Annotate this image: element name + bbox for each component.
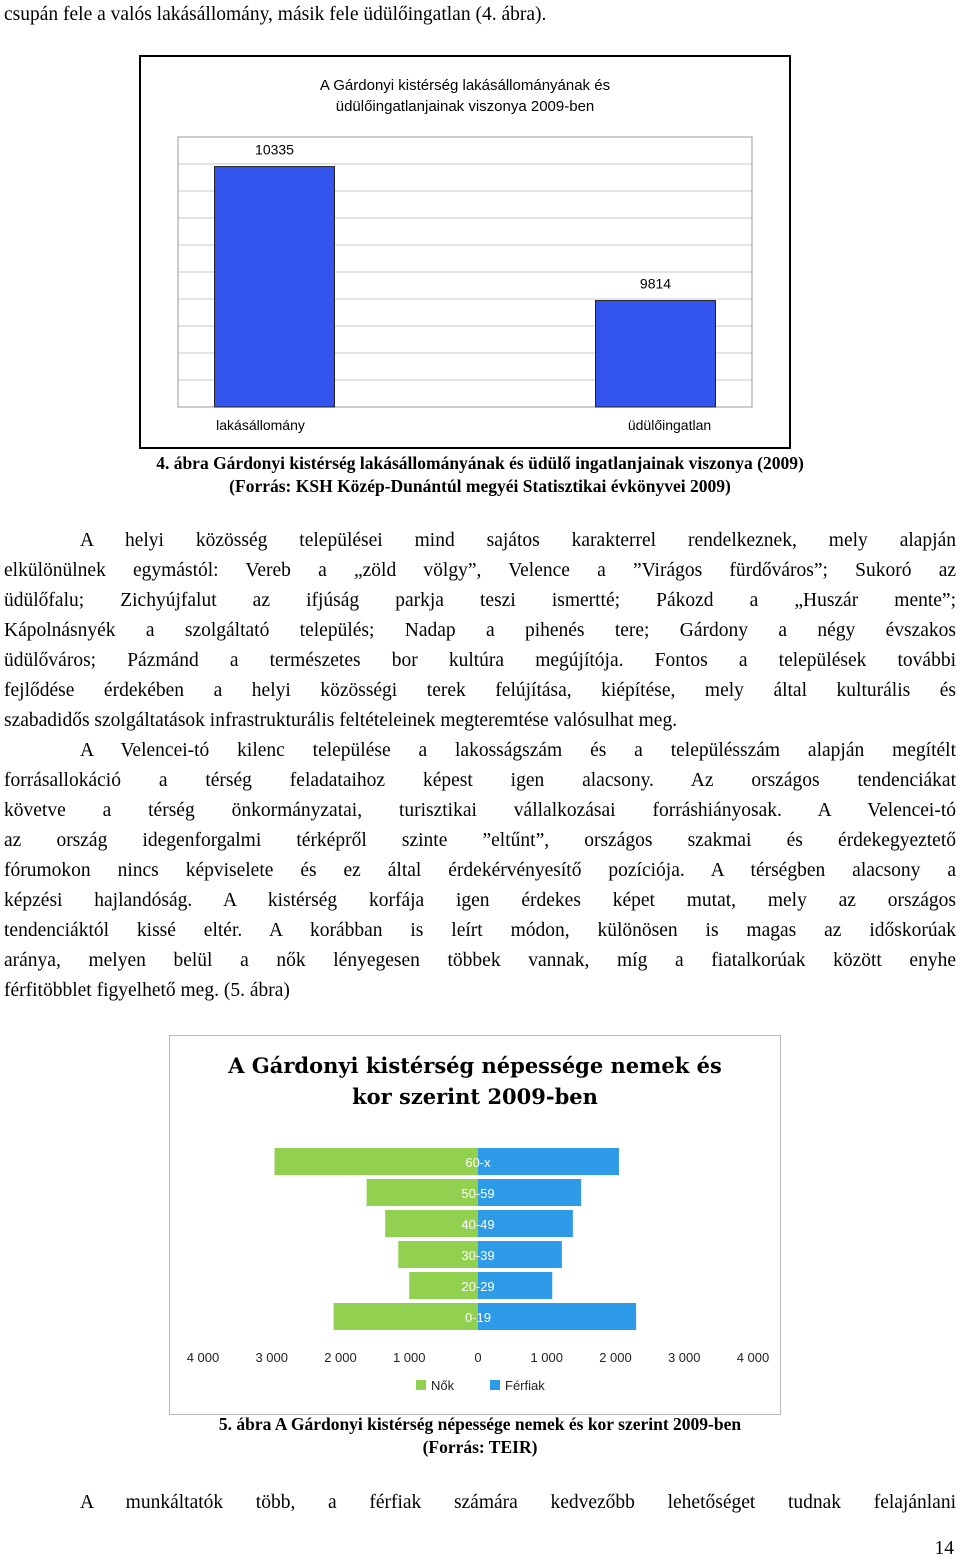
category-label: üdülőingatlan (627, 417, 712, 433)
text-line-bottom: A munkáltatók több, a férfiak számára kedvezőbb lehetőséget tudnak felajánlani (80, 1492, 956, 1513)
body-line: A Velencei-tó kilenc települése a lakosságszám és a településszám alapján megítélt (80, 740, 956, 761)
population-pyramid-chart (170, 1036, 780, 1414)
bar (596, 301, 716, 407)
body-line: fórumokon nincs képviselete és ez által érdekérvényesítő pozíciója. A térségben alacsony a (4, 860, 956, 881)
tick-label: 0 (474, 1350, 482, 1365)
body-line: Kápolnásnyék a szolgáltató település; Nadap a pihenés tere; Gárdony a négy évszakos (4, 620, 956, 641)
age-label: 40-49 (461, 1217, 495, 1232)
tick-label: 1 000 (392, 1350, 426, 1365)
body-line: fejlődése érdekében a helyi közösségi terek felújítása, kiépítése, mely által kulturális és (4, 680, 956, 701)
housing-chart-plot (141, 57, 789, 447)
age-label: 0-19 (464, 1310, 492, 1325)
legend-swatch-ferfiak (490, 1380, 500, 1390)
body-line: forrásallokáció a térség feladataihoz képest igen alacsony. Az országos tendenciákat (4, 770, 956, 791)
legend-swatch-nok (416, 1380, 426, 1390)
age-label: 50-59 (461, 1186, 495, 1201)
body-line: az ország idegenforgalmi térképről szinte ”eltűnt”, országos szakmai és érdekegyeztető (4, 830, 956, 851)
body-line: elkülönülnek egymástól: Vereb a „zöld völgy”, Velence a ”Virágos fürdőváros”; Sukoró az (4, 560, 956, 581)
body-line: szabadidős szolgáltatások infrastrukturális feltételeinek megteremtése valósulhat meg. (4, 710, 678, 731)
body-line: üdülőváros; Pázmánd a természetes bor kultúra megújítója. Fontos a települések további (4, 650, 956, 671)
body-line: férfitöbblet figyelhető meg. (5. ábra) (4, 980, 290, 1001)
tick-label: 4 000 (186, 1350, 220, 1365)
figure-5-caption-line1: 5. ábra A Gárdonyi kistérség népessége nemek és kor szerint 2009-ben (218, 1414, 742, 1434)
figure-4-caption (0, 452, 960, 498)
body-line: aránya, melyen belül a nők lényegesen többek vannak, míg a fiatalkorúak között enyhe (4, 950, 956, 971)
bar-ferfiak (478, 1148, 619, 1175)
data-label: 9814 (639, 275, 672, 292)
tick-label: 2 000 (324, 1350, 357, 1365)
tick-label: 2 000 (599, 1350, 632, 1365)
bar-nok (334, 1303, 478, 1330)
figure-4-caption-line1: 4. ábra Gárdonyi kistérség lakásállományának és üdülő ingatlanjainak viszonya (2009) (156, 453, 804, 473)
figure-5-caption (0, 1413, 960, 1459)
page-number: 14 (934, 1538, 954, 1559)
tick-label: 4 000 (736, 1350, 770, 1365)
body-line: követve a térség önkormányzatai, turisztikai vállalkozásai forráshiányosak. A Velencei-tó (4, 800, 956, 821)
age-label: 60-x (465, 1155, 491, 1170)
age-label: 30-39 (461, 1248, 495, 1263)
bar-nok (275, 1148, 479, 1175)
legend-label-ferfiak: Férfiak (505, 1378, 545, 1393)
body-line: A helyi közösség települései mind sajátos karakterrel rendelkeznek, mely alapján (80, 530, 956, 551)
body-line: üdülőfalu; Zichyújfalut az ifjúság parkja teszi ismertté; Pákozd a „Huszár mente”; (4, 590, 956, 611)
bar (215, 167, 335, 407)
bar-ferfiak (478, 1303, 636, 1330)
text-line-top: csupán fele a valós lakásállomány, másik fele üdülőingatlan (4. ábra). (4, 4, 547, 25)
figure-5-caption-line2: (Forrás: TEIR) (422, 1437, 538, 1457)
category-label: lakásállomány (216, 417, 305, 433)
body-line: tendenciáktól kissé eltér. A korábban is leírt módon, különösen is magas az időskorúak (4, 920, 956, 941)
body-line: képzési hajlandóság. A kistérség korfája igen érdekes képet mutat, mely az országos (4, 890, 956, 911)
data-label: 10335 (255, 141, 294, 158)
age-label: 20-29 (461, 1279, 495, 1294)
housing-chart-title-line1: A Gárdonyi kistérség lakásállományának és (319, 77, 611, 94)
figure-4-caption-line2: (Forrás: KSH Közép-Dunántúl megyéi Statisztikai évkönyvei 2009) (229, 476, 731, 496)
population-pyramid-plot (170, 1036, 780, 1414)
tick-label: 1 000 (530, 1350, 564, 1365)
legend-label-nok: Nők (431, 1378, 455, 1393)
tick-label: 3 000 (667, 1350, 701, 1365)
tick-label: 3 000 (255, 1350, 289, 1365)
population-chart-title-line1: A Gárdonyi kistérség népessége nemek és (228, 1053, 722, 1078)
housing-chart-title-line2: üdülőingatlanjainak viszonya 2009-ben (335, 98, 595, 115)
housing-chart (139, 55, 791, 449)
population-chart-title-line2: kor szerint 2009-ben (352, 1084, 598, 1109)
